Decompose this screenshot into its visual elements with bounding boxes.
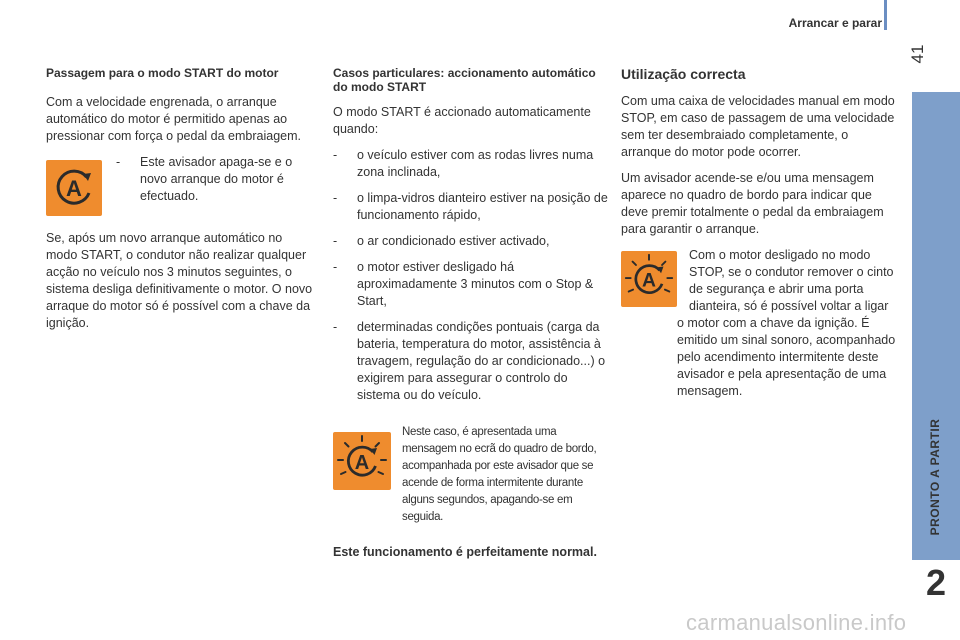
heading-correct-use: Utilização correcta [621, 66, 746, 82]
paragraph-warning-message: Um avisador acende-se e/ou uma mensagem aparece no quadro de bordo para indicar que deve premir totalmente o pedal da embraiagem para garantir o arranque. [621, 171, 884, 236]
paragraph-auto-shutdown: Se, após um novo arranque automático no modo START, o condutor não realizar qualquer acção no veículo nos 3 minutos seguintes, o sistema desliga definitivamente o motor. O novo arraque do motor só é possível com a chave da ignição. [46, 231, 313, 330]
list-item-text: determinadas condições pontuais (carga da bateria, temperatura do motor, assistência à travagem, regulação do ar condicionado...) o exigirem para assegurar o controlo do sistema ou do veículo. [357, 320, 606, 402]
dash-marker: - [116, 155, 121, 169]
icon-note-item [116, 154, 308, 205]
page-number: 41 [908, 44, 927, 64]
section-title: Arrancar e parar [788, 16, 882, 30]
paragraph-manual-gearbox: Com uma caixa de velocidades manual em modo STOP, em caso de passagem de uma velocidade sem ter desembraiado completamente, o arranque do motor pode ocorrer. [621, 94, 895, 159]
column-2 [333, 66, 608, 561]
blinking-stop-start-warning-icon [333, 432, 391, 490]
list-item [333, 233, 608, 250]
paragraph-start-condition: Com a velocidade engrenada, o arranque automático do motor é permitido apenas ao pressionar com força o pedal da embraiagem. [46, 95, 301, 143]
svg-text:A: A [354, 452, 370, 474]
heading-special-cases: Casos particulares: accionamento automático do modo START [333, 66, 596, 94]
icon-note-text: Este avisador apaga-se e o novo arranque do motor é efectuado. [140, 155, 293, 203]
list-item [333, 190, 608, 224]
column-3 [621, 66, 896, 409]
list-item-text: o motor estiver desligado há aproximadamente 3 minutos com o Stop & Start, [357, 260, 594, 308]
list-item [333, 319, 608, 404]
seatbelt-door-note [621, 247, 896, 400]
column-1 [46, 66, 314, 341]
list-item-text: o veículo estiver com as rodas livres numa zona inclinada, [357, 148, 594, 179]
dash-marker: - [333, 260, 338, 274]
icon-note-row [46, 154, 314, 216]
list-item [333, 259, 608, 310]
header-rule [884, 0, 887, 30]
chapter-number: 2 [925, 562, 947, 603]
note-text: Neste caso, é apresentada uma mensagem no ecrã do quadro de bordo, acompanhada por este avisador que se acende de forma intermitente durante alguns segundos, apagando-se em seguida. [402, 426, 597, 523]
chapter-tab-text: PRONTO A PARTIR [928, 418, 942, 536]
paragraph-intro: O modo START é accionado automaticamente quando: [333, 105, 591, 136]
closing-statement: Este funcionamento é perfeitamente normal. [333, 545, 597, 559]
blinking-stop-start-warning-icon [621, 251, 677, 307]
blinking-warning-note [333, 424, 608, 526]
stop-start-warning-icon [46, 160, 102, 216]
heading-start-mode: Passagem para o modo START do motor [46, 66, 279, 80]
list-item [333, 147, 608, 181]
svg-text:A: A [66, 176, 82, 201]
list-item-text: o limpa-vidros dianteiro estiver na posição de funcionamento rápido, [357, 191, 608, 222]
list-item-text: o ar condicionado estiver activado, [357, 234, 550, 248]
dash-marker: - [333, 234, 338, 248]
conditions-list [333, 147, 608, 404]
watermark: carmanualsonline.info [686, 610, 907, 635]
dash-marker: - [333, 191, 338, 205]
svg-text:A: A [642, 270, 656, 292]
dash-marker: - [333, 320, 338, 334]
dash-marker: - [333, 148, 338, 162]
chapter-tab-label [912, 410, 960, 560]
paragraph-seatbelt-door: Com o motor desligado no modo STOP, se o condutor remover o cinto de segurança e abrir uma porta dianteira, só é possível voltar a ligar o motor com a chave da ignição. É emitido um sinal sonoro, acompanhado pelo acendimento intermitente deste avisador e pela apresentação de uma mensagem. [677, 248, 896, 398]
